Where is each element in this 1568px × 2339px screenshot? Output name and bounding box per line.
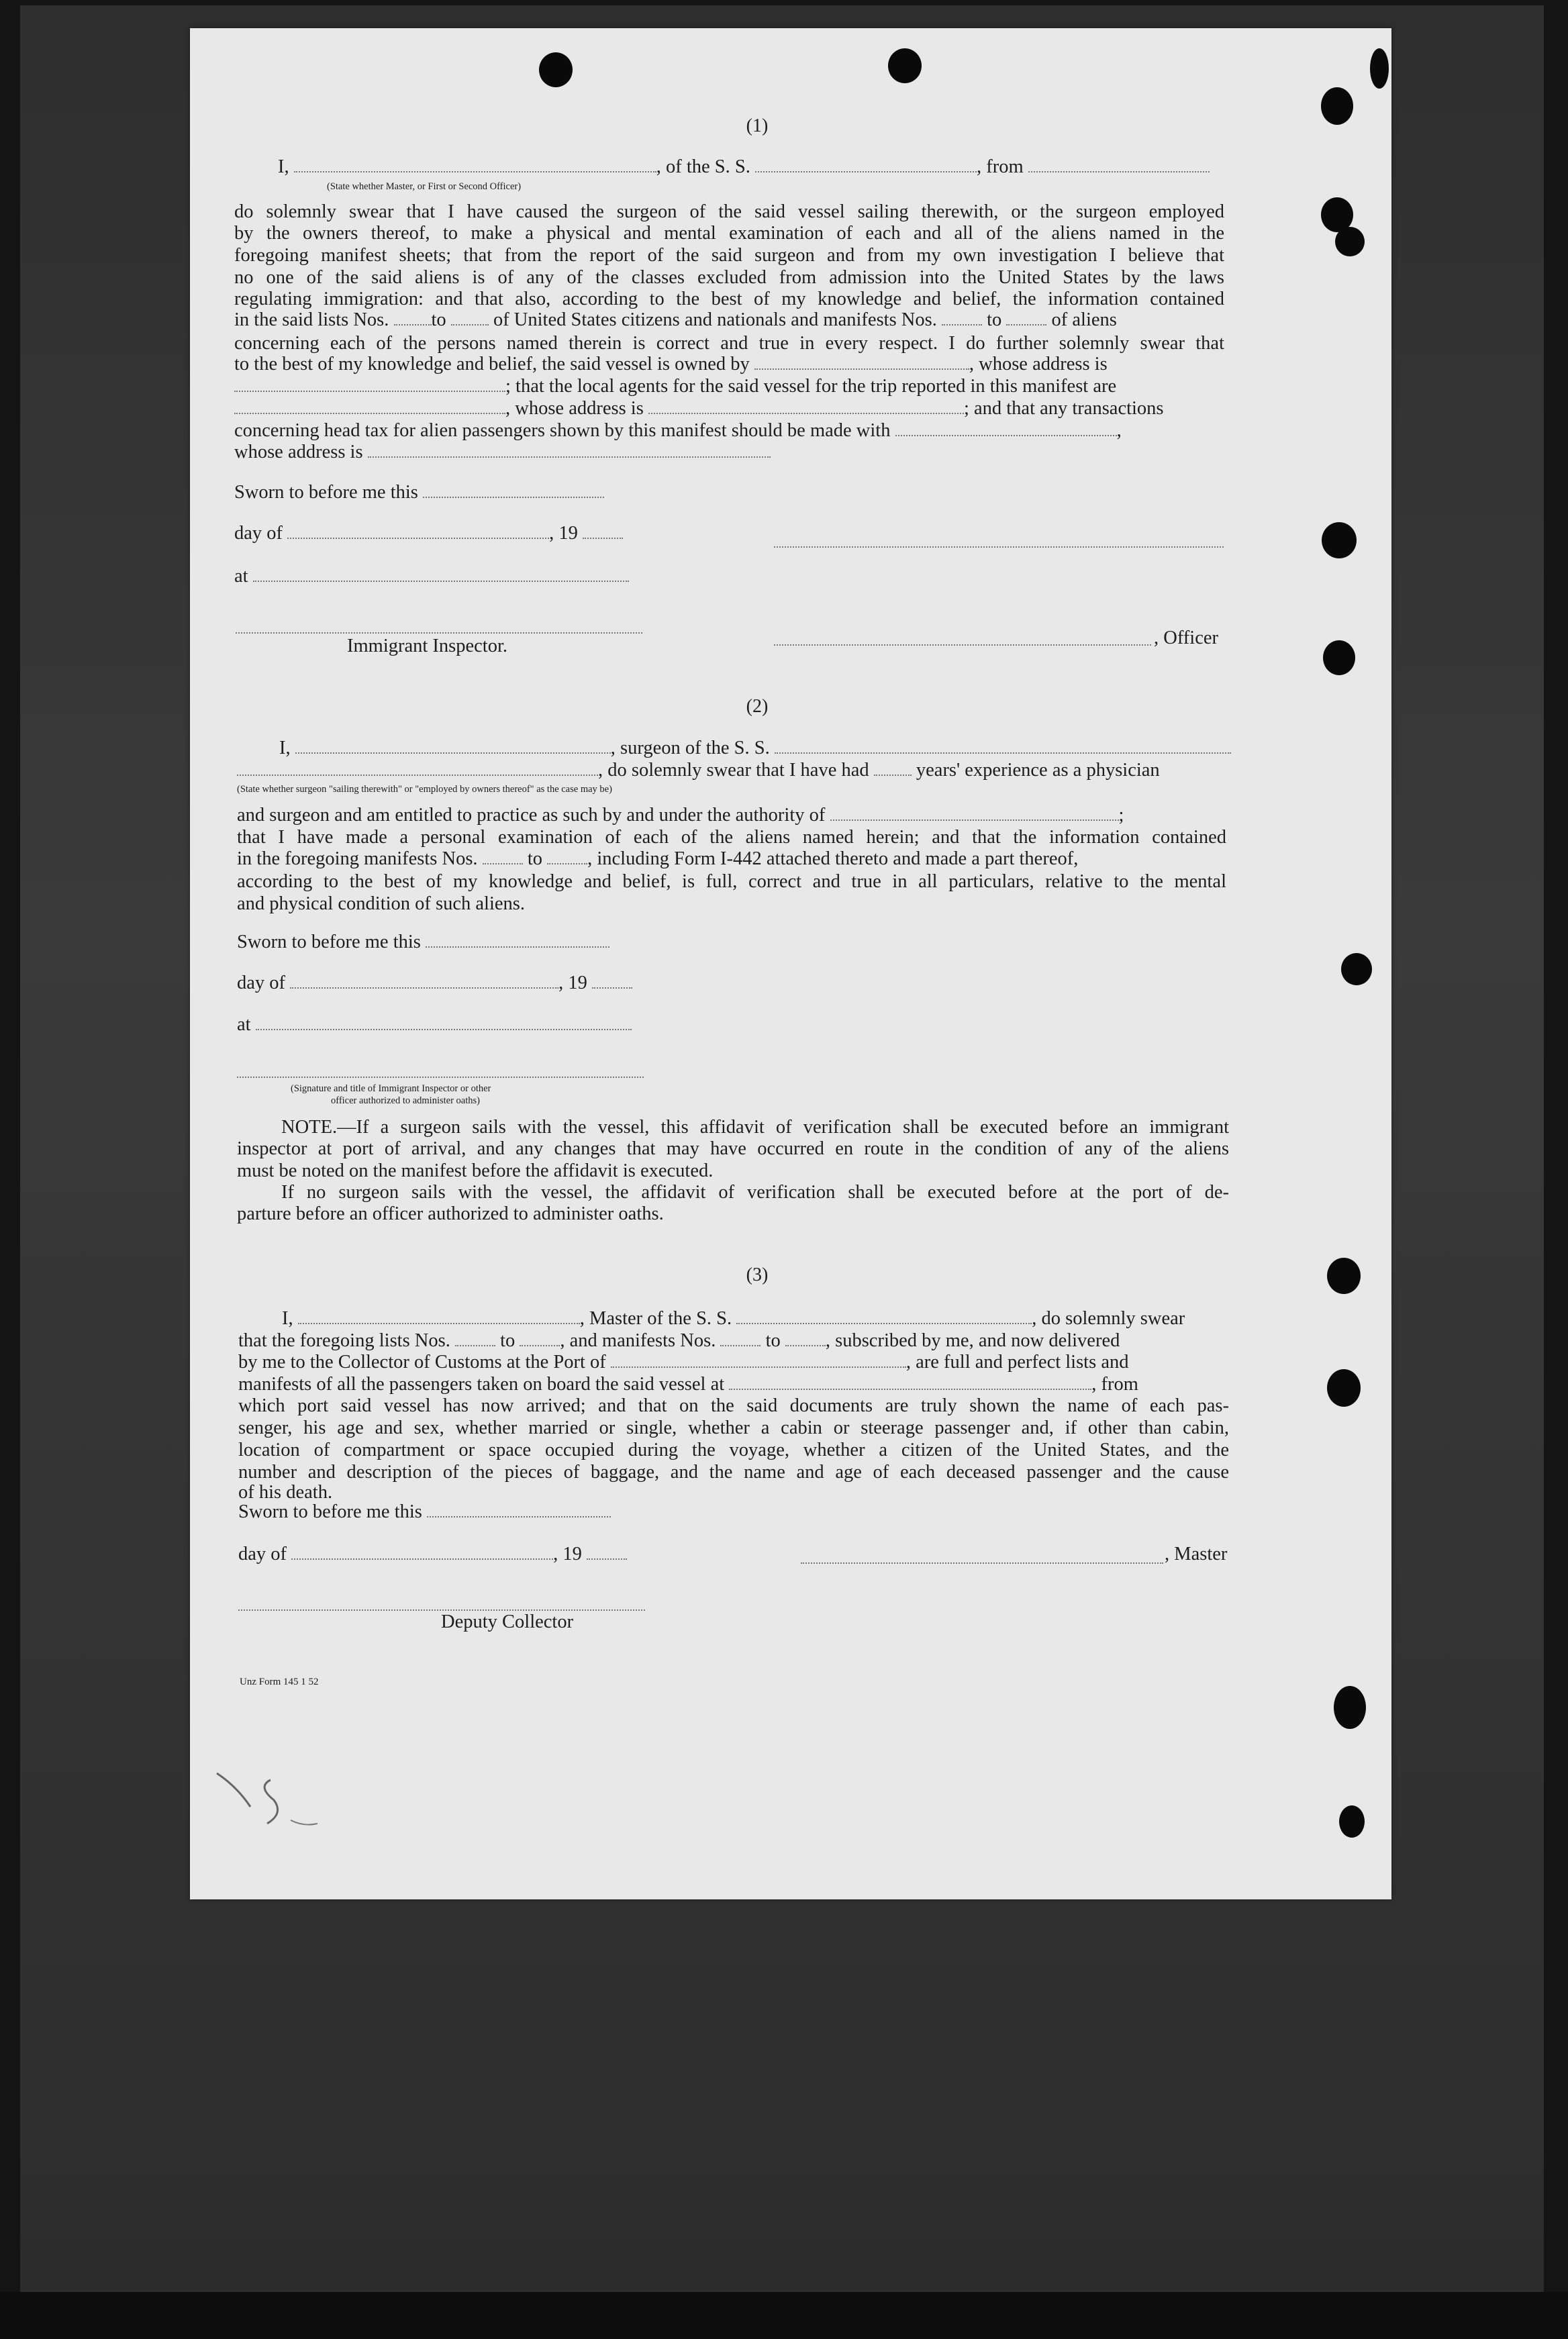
port-label: by me to the Collector of Customs at the Port of (238, 1352, 606, 1373)
whose-address-label: , whose address is (505, 398, 644, 419)
to-label: to (765, 1330, 781, 1351)
master-ship-field[interactable] (736, 1308, 1032, 1324)
pencil-mark (210, 1760, 344, 1860)
manifest-to-field[interactable] (785, 1330, 826, 1346)
of-ss-label: , of the S. S. (656, 156, 750, 177)
form-label: , including Form I-442 attached thereto and made a part thereof, (587, 848, 1079, 869)
at-line-2 (237, 1013, 632, 1036)
section-1-number: (1) (746, 115, 769, 136)
deputy-label: Deputy Collector (441, 1611, 574, 1632)
authority-label: and surgeon and am entitled to practice as such by and under the authority of (237, 805, 826, 826)
surgeon-name-field[interactable] (295, 738, 611, 754)
officer-label: , Officer (1154, 628, 1219, 648)
note-line: inspector at port of arrival, and any changes that may have occurred en route in the condition of any of the aliens (237, 1138, 1229, 1159)
surgeon-line-2 (237, 759, 1160, 782)
inspector-signature-line[interactable] (237, 1075, 644, 1078)
at-label: at (234, 566, 248, 587)
at-place-field[interactable] (253, 566, 629, 582)
master-line-3 (238, 1351, 1128, 1374)
to-label: to (431, 309, 446, 330)
to-label: to (500, 1330, 516, 1351)
at-line-1 (234, 565, 629, 588)
ship-name-field[interactable] (755, 156, 977, 172)
section-1-intro (278, 156, 1305, 179)
sworn-day-field[interactable] (423, 482, 604, 498)
list-to-field[interactable] (451, 309, 489, 326)
swear-label: , do solemnly swear that I have had (598, 760, 869, 781)
month-field[interactable] (287, 523, 549, 539)
section-1-line: foregoing manifest sheets; that from the report of the said surgeon and from my own investigation I believe that (234, 245, 1224, 266)
punch-hole (1335, 227, 1365, 256)
to-label: to (527, 848, 542, 869)
dayof-label: day of (234, 523, 283, 544)
sworn-day-field[interactable] (426, 932, 609, 948)
at-label: at (237, 1014, 251, 1035)
master-name-field[interactable] (298, 1308, 580, 1324)
master-label: , Master (1165, 1544, 1228, 1564)
punch-hole (888, 48, 922, 83)
sworn-line-2 (237, 931, 609, 954)
surgeon-line-5 (237, 848, 1078, 870)
swear-label: , do solemnly swear (1032, 1308, 1185, 1329)
sig-hint-2: officer authorized to administer oaths) (331, 1095, 480, 1106)
inspector-signature-line[interactable] (236, 631, 642, 634)
note-line: NOTE.—If a surgeon sails with the vessel, this affidavit of verification shall be executed before an immigrant (281, 1117, 1229, 1138)
year-label: , 19 (549, 523, 578, 544)
from-label: , from (977, 156, 1024, 177)
year-field[interactable] (583, 523, 623, 539)
dayof-label: day of (237, 973, 286, 993)
list-from-field[interactable] (394, 309, 432, 326)
manifest-affidavit-page (190, 28, 1391, 1899)
officer-name-line[interactable] (774, 643, 1151, 646)
dayof-line-3 (238, 1543, 627, 1566)
officer-name-field[interactable] (294, 156, 656, 172)
headtax-field[interactable] (895, 420, 1117, 436)
whose-address-label: whose address is (234, 442, 363, 462)
punch-hole (1339, 1805, 1365, 1838)
section-2-line: that I have made a personal examination of each of the aliens named herein; and that the information contained (237, 827, 1226, 848)
master-line-2 (238, 1330, 1120, 1352)
sig-hint-1: (Signature and title of Immigrant Inspector or other (291, 1083, 491, 1094)
sworn-label: Sworn to before me this (234, 482, 418, 503)
note-line: must be noted on the manifest before the affidavit is executed. (237, 1160, 714, 1181)
sworn-label: Sworn to before me this (238, 1501, 422, 1522)
section-3-line: of his death. (238, 1482, 333, 1503)
punch-hole (1370, 48, 1389, 89)
section-3-line: number and description of the pieces of baggage, and the name and age of each deceased passenger and the cause (238, 1462, 1229, 1483)
punch-hole (1341, 953, 1372, 985)
master-label: , Master of the S. S. (579, 1308, 732, 1329)
dayof-line-2 (237, 972, 632, 995)
agents-field[interactable] (234, 398, 505, 414)
sworn-line-1 (234, 481, 604, 504)
lists-label: that the foregoing lists Nos. (238, 1330, 450, 1351)
year-label: , 19 (553, 1544, 582, 1564)
aliens-label: of aliens (1051, 309, 1117, 330)
manifest-to-field[interactable] (547, 848, 587, 864)
note-line: If no surgeon sails with the vessel, the affidavit of verification shall be executed before at the port of de- (281, 1182, 1229, 1203)
section-3-line: senger, his age and sex, whether married or single, whether a cabin or steerage passenger and, if other than cabin, (238, 1417, 1229, 1438)
dayof-line-1 (234, 522, 623, 545)
punch-hole (1327, 1258, 1361, 1294)
officer-signature-line[interactable] (774, 545, 1224, 548)
sworn-line-3 (238, 1501, 611, 1524)
surgeon-line-1 (279, 737, 1231, 760)
agents-label: ; that the local agents for the said vessel for the trip reported in this manifest are (505, 376, 1117, 397)
subscribed-label: , subscribed by me, and now delivered (825, 1330, 1120, 1351)
film-edge (0, 2292, 1568, 2339)
manifest-from-field[interactable] (483, 848, 523, 864)
port-field[interactable] (611, 1352, 906, 1368)
month-field[interactable] (291, 1544, 553, 1560)
owner-address-field[interactable] (234, 376, 505, 392)
owned-line (234, 353, 1108, 376)
onboard-label: manifests of all the passengers taken on board the said vessel at (238, 1374, 725, 1395)
headtax-label: concerning head tax for alien passengers shown by this manifest should be made with (234, 420, 891, 441)
to-label: to (987, 309, 1002, 330)
surgeon-line-3 (237, 804, 1124, 827)
sworn-label: Sworn to before me this (237, 932, 421, 952)
section-1-line: regulating immigration: and that also, according to the best of my knowledge and belief, the information contained (234, 289, 1224, 309)
section-1-line: do solemnly swear that I have caused the surgeon of the said vessel sailing therewith, or the surgeon employed (234, 201, 1224, 222)
section-3-number: (3) (746, 1264, 769, 1285)
section-3-i: I, (282, 1308, 293, 1329)
manifests-label: , and manifests Nos. (560, 1330, 716, 1351)
section-1-line: no one of the said aliens is of any of the classes excluded from admission into the United States by the laws (234, 267, 1224, 288)
section-2-i: I, (279, 738, 291, 758)
semicolon: ; (1118, 805, 1124, 826)
punch-hole (1321, 87, 1353, 125)
year-label: , 19 (558, 973, 587, 993)
master-signature-line[interactable] (801, 1561, 1163, 1564)
form-number: Unz Form 145 1 52 (240, 1677, 319, 1687)
note-line: parture before an officer authorized to administer oaths. (237, 1203, 664, 1224)
surgeon-label: , surgeon of the S. S. (610, 738, 770, 758)
section-2-line: and physical condition of such aliens. (237, 893, 525, 914)
owned-label: to the best of my knowledge and belief, the said vessel is owned by (234, 354, 750, 375)
sworn-day-field[interactable] (427, 1501, 611, 1517)
onboard-port-field[interactable] (729, 1374, 1091, 1390)
from-port-field[interactable] (1028, 156, 1210, 172)
headtax-line (234, 419, 1122, 442)
years-field[interactable] (874, 760, 912, 776)
dayof-label: day of (238, 1544, 287, 1564)
at-place-field[interactable] (256, 1014, 632, 1030)
section-1-line: by the owners thereof, to make a physical and mental examination of each and all of the aliens named in the (234, 223, 1224, 244)
list-from-field[interactable] (455, 1330, 495, 1346)
section-1-line: concerning each of the persons named therein is correct and true in every respect. I do further solemnly swear that (234, 333, 1224, 354)
lists-label: in the said lists Nos. (234, 309, 389, 330)
master-line-4 (238, 1373, 1138, 1396)
headtax-address-field[interactable] (368, 442, 771, 458)
punch-hole (539, 52, 573, 87)
lists-line (234, 309, 1117, 332)
surgeon-ship-field[interactable] (775, 738, 1231, 754)
year-field[interactable] (587, 1544, 627, 1560)
transactions-label: ; and that any transactions (963, 398, 1164, 419)
surgeon-hint: (State whether surgeon "sailing therewith" or "employed by owners thereof" as the case may be) (237, 784, 612, 795)
section-3-line: location of compartment or space occupied during the voyage, whether a citizen of the United States, and the (238, 1440, 1229, 1460)
from-label: , from (1091, 1374, 1138, 1395)
section-3-line: which port said vessel has now arrived; and that on the said documents are truly shown the name of each pas- (238, 1395, 1229, 1416)
officer-hint: (State whether Master, or First or Second Officer) (327, 181, 522, 192)
manifest-to-field[interactable] (1006, 309, 1046, 326)
punch-hole (1327, 1369, 1361, 1407)
agents-address-line (234, 397, 1164, 420)
section-2-line: according to the best of my knowledge and belief, is full, correct and true in all particulars, relative to the mental (237, 871, 1226, 892)
punch-hole (1334, 1686, 1366, 1729)
manifest-from-field[interactable] (720, 1330, 761, 1346)
section-2-number: (2) (746, 696, 769, 717)
whose-address-label: , whose address is (969, 354, 1108, 375)
punch-hole (1322, 522, 1357, 558)
manifest-from-field[interactable] (942, 309, 982, 326)
agents-address-field[interactable] (648, 398, 964, 414)
citizens-label: of United States citizens and nationals and manifests Nos. (493, 309, 937, 330)
inspector-label: Immigrant Inspector. (347, 636, 508, 656)
whose-line (234, 441, 771, 464)
manifests-label: in the foregoing manifests Nos. (237, 848, 478, 869)
year-field[interactable] (592, 973, 632, 989)
punch-hole (1323, 640, 1355, 675)
comma: , (1116, 420, 1122, 441)
section-1-i: I, (278, 156, 289, 177)
lists-perfect-label: , are full and perfect lists and (905, 1352, 1129, 1373)
authority-field[interactable] (830, 805, 1119, 821)
list-to-field[interactable] (520, 1330, 560, 1346)
experience-label: years' experience as a physician (916, 760, 1160, 781)
owner-field[interactable] (754, 354, 969, 370)
month-field[interactable] (290, 973, 558, 989)
agents-line (234, 375, 1116, 398)
surgeon-status-field[interactable] (237, 760, 598, 776)
master-line-1 (282, 1307, 1185, 1330)
